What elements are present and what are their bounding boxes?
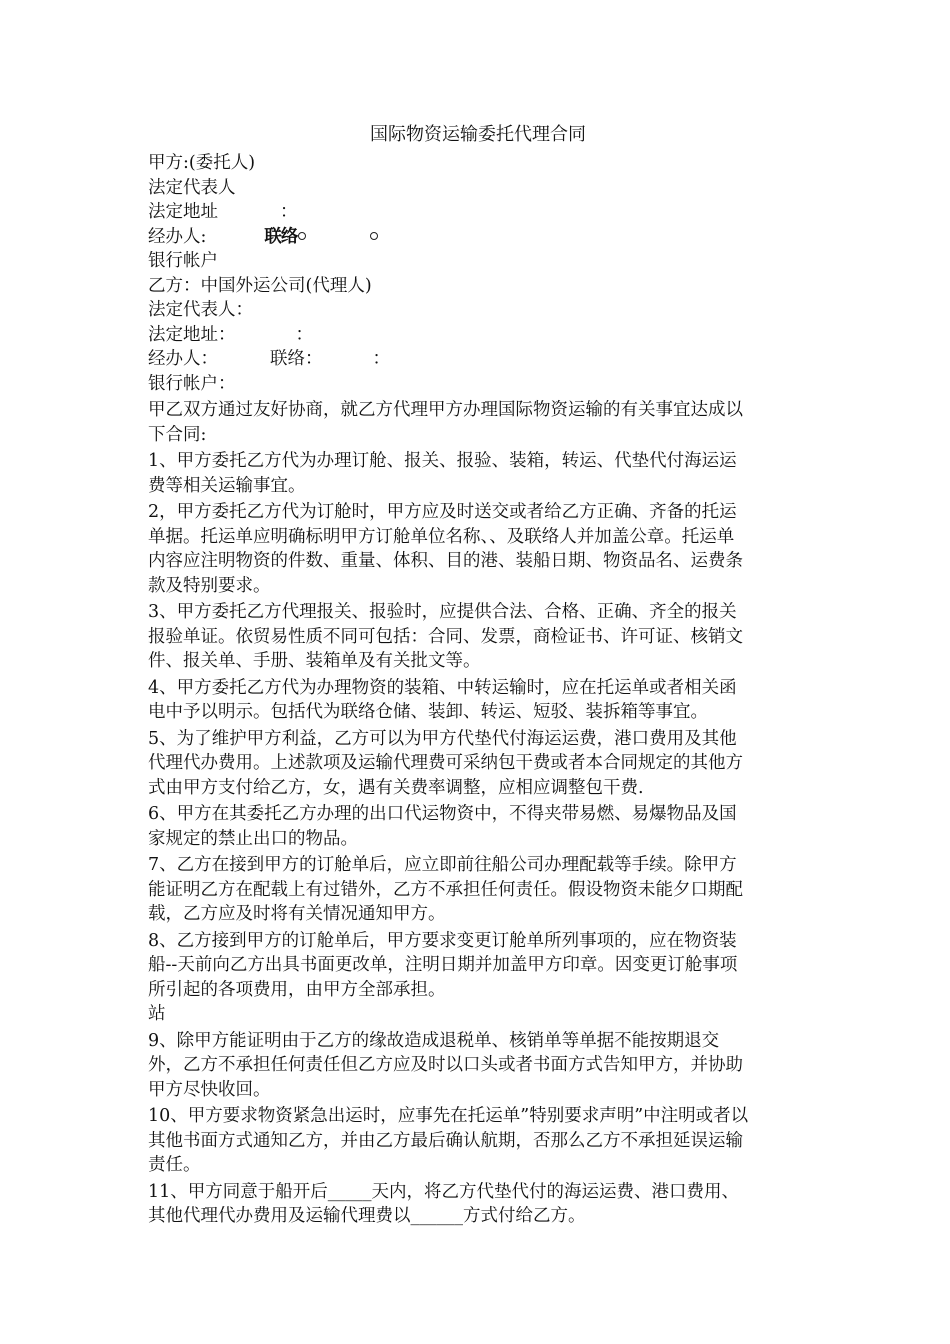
clause-6: 6、甲方在其委托乙方办理的出口代运物资中，不得夹带易燃、易爆物品及国 家规定的禁止出口的物品。 (148, 804, 737, 849)
clause-7: 7、乙方在接到甲方的订舱单后，应立即前往船公司办理配载等手续。除甲方 能证明乙方在配载上有过错外，乙方不承担任何责任。假设物资未能夕口期配 载，乙方应及时将有关情况通知甲方。 (148, 855, 743, 924)
party-a-handler: 经办人: 联络 (148, 225, 808, 250)
clause-8: 8、乙方接到甲方的订舱单后，甲方要求变更订舱单所列事项的，应在物资装 船--天前向乙方出具书面更改单，注明日期并加盖甲方印章。因变更订舱事项 所引起的各项费用，由甲方全部承担。 站 (148, 930, 738, 1024)
page-title: 国际物资运输委托代理合同 (370, 124, 586, 145)
clause-5: 5、为了维护甲方利益，乙方可以为甲方代垫代付海运运费，港口费用及其他 代理代办费用。上述款项及运输代理费可采纳包干费或者本合同规定的其他方 式由甲方支付给乙方，女，遇有关费率调整，应相应调整包干费. (148, 728, 743, 798)
party-a-contact: 联络 (264, 226, 298, 247)
party-b-heading: 乙方：中国外运公司(代理人) (148, 275, 372, 296)
party-b-block (148, 274, 808, 397)
party-b-bank: 银行帐户： (148, 373, 236, 394)
party-b-address: 法定地址： ： (148, 324, 313, 345)
party-b-handler: 经办人： 联络： ： (148, 349, 390, 369)
clause-1: 1、甲方委托乙方代为办理订舱、报关、报验、装箱，转运、代垫代付海运运 费等相关运输事宜。 (148, 451, 737, 496)
contract-page (148, 122, 808, 1229)
party-b-rep: 法定代表人： (148, 300, 253, 320)
party-a-address: 法定地址 ： (148, 202, 298, 222)
clause-10: 10、甲方要求物资紧急出运时，应事先在托运单”特别要求声明”中注明或者以 其他书面方式通知乙方，并由乙方最后确认航期，否那么乙方不承担延误运输 责任。 (148, 1106, 749, 1175)
circle-mark-icon (298, 232, 306, 240)
clause-4: 4、甲方委托乙方代为办理物资的装箱、中转运输时，应在托运单或者相关函 电中予以明示。包括代为联络仓储、装卸、转运、短驳、装拆箱等事宜。 (148, 677, 737, 722)
clause-9: 9、除甲方能证明由于乙方的缘故造成退税单、核销单等单据不能按期退交 外，乙方不承担任何责任但乙方应及时以口头或者书面方式告知甲方，并协助 甲方尽快收回。 (148, 1030, 743, 1100)
clause-11: 11、甲方同意于船开后_____天内，将乙方代垫代付的海运运费、港口费用、 其他代理代办费用及运输代理费以______方式付给乙方。 (148, 1181, 740, 1226)
intro-paragraph: 甲乙双方通过友好协商，就乙方代理甲方办理国际物资运输的有关事宜达成以 下合同: (148, 400, 743, 445)
party-a-heading: 甲方:(委托人) (148, 153, 256, 173)
party-a-rep: 法定代表人 (148, 177, 236, 198)
clause-3: 3、甲方委托乙方代理报关、报验时，应提供合法、合格、正确、齐全的报关 报验单证。依贸易性质不同可包括：合同、发票，商检证书、许可证、核销文 件、报关单、手册、装箱单及有关批文等。 (148, 602, 743, 671)
party-a-block (148, 151, 808, 274)
party-a-bank: 银行帐户 (148, 251, 218, 271)
clause-2: 2，甲方委托乙方代为订舱时，甲方应及时送交或者给乙方正确、齐备的托运 单据。托运单应明确标明甲方订舱单位名称、、及联络人并加盖公章。托运单 内容应注明物资的件数、重量、体积、目的港、装船日期、物资品名、运费条 款及特别要求。 (148, 502, 743, 596)
circle-mark-icon (370, 232, 378, 240)
